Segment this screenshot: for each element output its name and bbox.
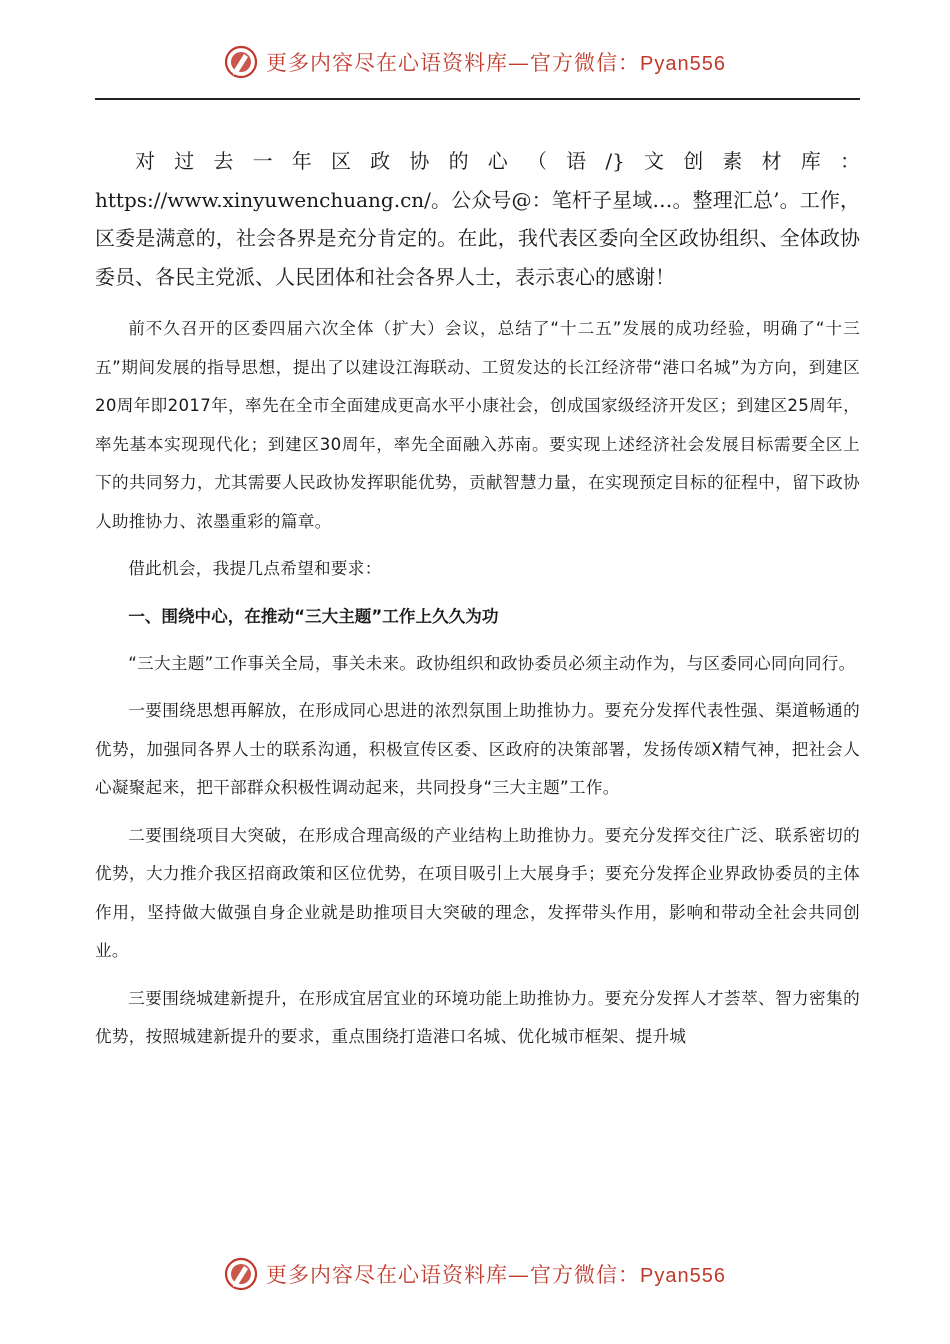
paragraph-point-three: 三要围绕城建新提升，在形成宜居宜业的环境功能上助推协力。要充分发挥人才荟萃、智力密集的优势，按照城建新提升的要求，重点围绕打造港口名城、优化城市框架、提升城 [95, 988, 860, 1046]
paragraph-point-one: 一要围绕思想再解放，在形成同心思进的浓烈氛围上助推协力。要充分发挥代表性强、渠道畅通的优势，加强同各界人士的联系沟通，积极宣传区委、区政府的决策部署，发扬传颂X精气神，把社会人心凝聚起来，把干部群众积极性调动起来，共同投身“三大主题”工作。 [95, 701, 860, 797]
paragraph-point-two: 二要围绕项目大突破，在形成合理高级的产业结构上助推协力。要充分发挥交往广泛、联系密切的优势，大力推介我区招商政策和区位优势，在项目吸引上大展身手；要充分发挥企业界政协委员的主体作用，坚持做大做强自身企业就是助推项目大突破的理念，发挥带头作用，影响和带动全社会共同创业。 [95, 825, 860, 960]
header-banner-main: 更多内容尽在心语资料库 [266, 51, 509, 75]
footer-banner-tail: 官方微信： [530, 1263, 641, 1287]
footer-banner [0, 1252, 950, 1296]
header-banner-id: Pyan556 [640, 53, 726, 75]
pen-logo-icon [224, 1257, 258, 1291]
document-body [95, 142, 860, 1066]
paragraph-requests-intro: 借此机会，我提几点希望和要求： [128, 559, 382, 578]
paragraph-three-themes: “三大主题”工作事关全局，事关未来。政协组织和政协委员必须主动作为，与区委同心同向同行。 [128, 653, 856, 673]
footer-banner-dash: — [508, 1263, 531, 1287]
footer-banner-main: 更多内容尽在心语资料库 [266, 1263, 509, 1287]
header-banner-tail: 官方微信： [530, 51, 641, 75]
paragraph-meeting-summary: 前不久召开的区委四届六次全体（扩大）会议，总结了“十二五”发展的成功经验，明确了“十三五”期间发展的指导思想，提出了以建设江海联动、工贸发达的长江经济带“港口名城”为方向，到建区20周年即2017年，率先在全市全面建成更高水平小康社会，创成国家级经济开发区；到建区25周年，率先基本实现现代化；到建区30周年，率先全面融入苏南。要实现上述经济社会发展目标需要全区上下的共同努力，尤其需要人民政协发挥职能优势，贡献智慧力量，在实现预定目标的征程中，留下政协人助推协力、浓墨重彩的篇章。 [95, 319, 860, 531]
footer-banner-text [266, 1259, 726, 1289]
header-banner [0, 40, 950, 84]
header-banner-text [266, 47, 726, 77]
pen-logo-icon [224, 45, 258, 79]
section-heading-1: 一、围绕中心，在推动“三大主题”工作上久久为功 [128, 606, 499, 626]
paragraph-intro: 对过去一年区政协的心（语/}文创素材库：https://www.xinyuwenchuang.cn/。公众号@：笔杆子星域…。整理汇总’。工作，区委是满意的，社会各界是充分肯定的。在此，我代表区委向全区政协组织、全体政协委员、各民主党派、人民团体和社会各界人士，表示衷心的感谢！ [95, 149, 860, 289]
footer-banner-id: Pyan556 [640, 1265, 726, 1287]
header-rule [95, 98, 860, 100]
header-banner-dash: — [508, 51, 531, 75]
